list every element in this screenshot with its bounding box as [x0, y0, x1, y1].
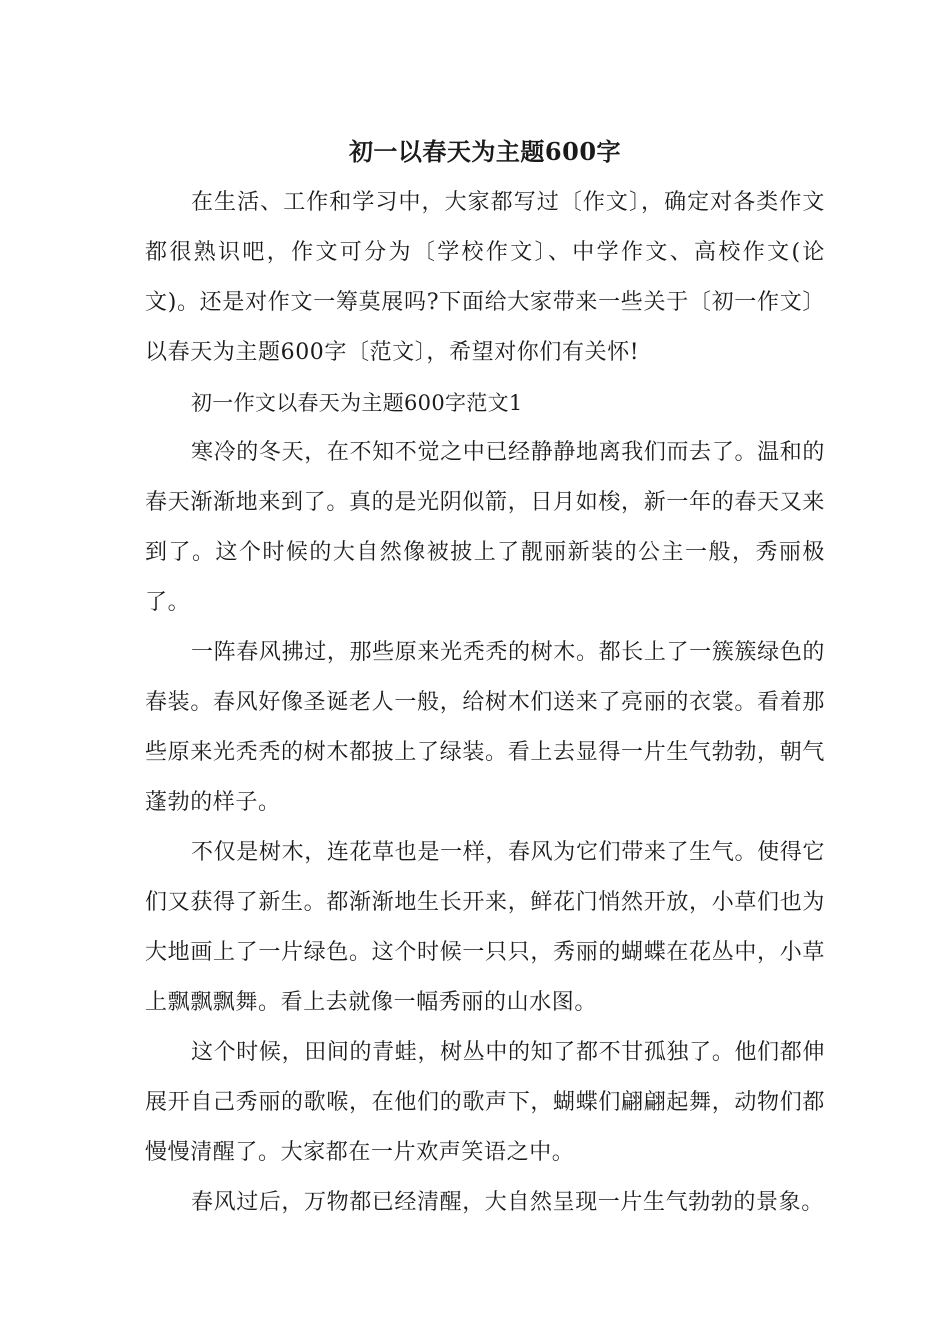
body-paragraph: 春风过后，万物都已经清醒，大自然呈现一片生气勃勃的景象。	[191, 1190, 824, 1215]
essay-heading: 初一作文以春天为主题600字范文1	[191, 391, 523, 415]
body-paragraph: 寒冷的冬天，在不知不觉之中已经静静地离我们而去了。温和的春天渐渐地来到了。真的是光阴似箭，日月如梭，新一年的春天又来到了。这个时候的大自然像被披上了靓丽新装的公主一般，秀丽极了。	[145, 440, 825, 615]
body-paragraph: 不仅是树木，连花草也是一样，春风为它们带来了生气。使得它们又获得了新生。都渐渐地生长开来，鲜花门悄然开放，小草们也为大地画上了一片绿色。这个时候一只只，秀丽的蝴蝶在花丛中，小草上飘飘飘舞。看上去就像一幅秀丽的山水图。	[145, 840, 825, 1015]
document-page	[145, 126, 825, 1228]
document-title: 初一以春天为主题600字	[348, 137, 622, 166]
body-paragraph: 一阵春风拂过，那些原来光秃秃的树木。都长上了一簇簇绿色的春装。春风好像圣诞老人一般，给树木们送来了亮丽的衣裳。看着那些原来光秃秃的树木都披上了绿装。看上去显得一片生气勃勃，朝气蓬勃的样子。	[145, 640, 825, 815]
intro-paragraph: 在生活、工作和学习中，大家都写过〔作文〕，确定对各类作文都很熟识吧，作文可分为〔学校作文〕、中学作文、高校作文(论文)。还是对作文一筹莫展吗?下面给大家带来一些关于〔初一作文〕以春天为主题600字〔范文〕，希望对你们有关怀!	[145, 190, 825, 365]
body-paragraph: 这个时候，田间的青蛙，树丛中的知了都不甘孤独了。他们都伸展开自己秀丽的歌喉，在他们的歌声下，蝴蝶们翩翩起舞，动物们都慢慢清醒了。大家都在一片欢声笑语之中。	[145, 1040, 825, 1165]
